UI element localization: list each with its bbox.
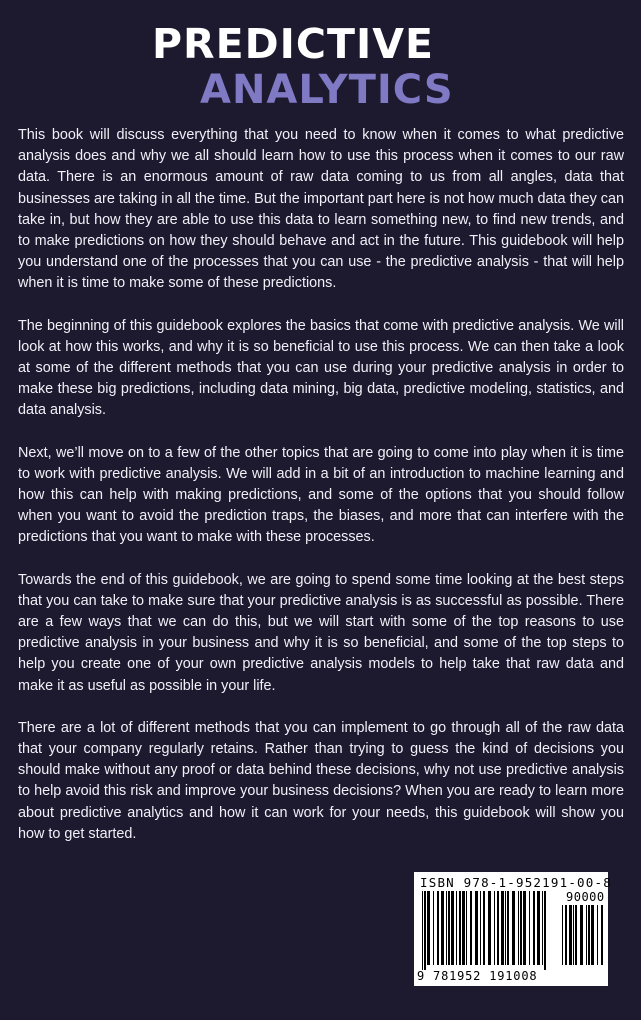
barcode-stripe: [446, 891, 447, 965]
blurb-paragraph-5: There are a lot of different methods that you can implement to go through all of the raw data that your company regularly retains. Rather than trying to guess the kind of decisions you should make without any proof or data behind these decisions, why not use predictive analysis to help avoid this risk and improve your business decisions? When you are ready to learn more about predictive analytics and how it can work for your needs, this guidebook will show you how to get started.: [18, 719, 624, 842]
barcode-stripe: [533, 891, 535, 965]
blurb-paragraph-1: This book will discuss everything that you need to know when it comes to what predictive analysis does and why we all should learn how to use this process when it comes to our raw data. There is an enormous amount of raw data coming to us from all angles, data that businesses are taking in all the time. But the important part here is not how much data they can take in, but how they are able to use this data to learn something new, to find new trends, and to make predictions on how they should behave and act in the future. This guidebook will help you understand one of the processes that you can use - the predictive analysis - that will help when it is time to make some of these predictions.: [18, 127, 624, 292]
barcode-stripe: [565, 905, 567, 965]
isbn-label: ISBN 978-1-952191-00-8: [420, 875, 612, 890]
barcode-stripe: [507, 891, 509, 965]
barcode-stripe: [544, 891, 546, 970]
barcode-stripe: [448, 891, 450, 965]
barcode-stripe: [437, 891, 439, 965]
barcode-stripe: [562, 905, 563, 965]
barcode-stripe: [466, 891, 467, 965]
isbn-barcode-block: [414, 872, 612, 986]
main-barcode-bars: [422, 891, 546, 970]
barcode-stripe: [597, 905, 598, 965]
barcode-stripe: [424, 891, 426, 970]
barcode-stripe: [497, 891, 499, 965]
barcode-stripe: [488, 891, 491, 965]
barcode-stripe: [475, 891, 478, 965]
barcode-stripe: [427, 891, 430, 965]
blurb-paragraph-2: The beginning of this guidebook explores the basics that come with predictive analysis. We will look at how this works, and why it is so beneficial to use this process. We can then take a look at some of the different methods that you can use during your predictive analysis in order to make these big predictions, including data mining, big data, predictive modeling, statistics, and data analysis.: [18, 317, 624, 419]
barcode-stripe: [591, 905, 594, 965]
barcode-stripe: [483, 891, 485, 965]
barcode-stripe: [494, 891, 495, 965]
barcode-stripe: [459, 891, 461, 965]
barcode-stripe: [505, 891, 506, 965]
barcode-stripe: [518, 891, 519, 965]
barcode-stripe: [573, 905, 574, 965]
barcode-stripe: [451, 891, 454, 965]
barcode-stripe: [529, 891, 530, 965]
barcode-stripe: [523, 891, 526, 965]
barcode-stripe: [441, 891, 444, 965]
barcode-stripe: [575, 905, 577, 965]
barcode-stripe: [542, 891, 543, 965]
blurb-paragraph-4: Towards the end of this guidebook, we are going to spend some time looking at the best steps that you can take to make sure that your predictive analysis is as successful as possible. There are a few ways that we can do this, but we will start with some of the top reasons to use predictive analysis in your business and why it is so beneficial, and some of the top steps to help you create one of your own predictive analysis models to help take that raw data and make it as useful as possible in your life.: [18, 571, 624, 694]
barcode-stripe: [433, 891, 434, 965]
barcode-stripe: [470, 891, 472, 965]
barcode-stripe: [601, 905, 603, 965]
price-code: 90000: [566, 890, 605, 904]
addon-barcode-bars: [562, 905, 603, 965]
barcode-stripe: [456, 891, 457, 965]
barcode-stripe: [580, 905, 583, 965]
barcode-stripe: [569, 905, 572, 965]
blurb-paragraph-3: Next, we’ll move on to a few of the other topics that are going to come into play when it is time to work with predictive analysis. We will add in a bit of an introduction to machine learning and how this can help with making predictions, and some of the options that you should follow when you want to avoid the prediction traps, the biases, and more that can interfere with the predictions that you want to make with these processes.: [18, 444, 624, 546]
barcode-stripe: [462, 891, 465, 965]
title-line-2: ANALYTICS: [200, 67, 454, 113]
barcode-stripe: [520, 891, 522, 965]
barcode-stripe: [480, 891, 481, 965]
barcode-stripe: [586, 905, 587, 965]
title-line-1: PREDICTIVE: [152, 20, 434, 68]
barcode-digits: 9 781952 191008: [417, 969, 538, 983]
barcode-stripe: [501, 891, 504, 965]
barcode-stripe: [422, 891, 423, 970]
back-cover-blurb: [18, 125, 624, 866]
barcode-stripe: [537, 891, 540, 965]
barcode-stripe: [588, 905, 590, 965]
barcode-stripe: [512, 891, 515, 965]
